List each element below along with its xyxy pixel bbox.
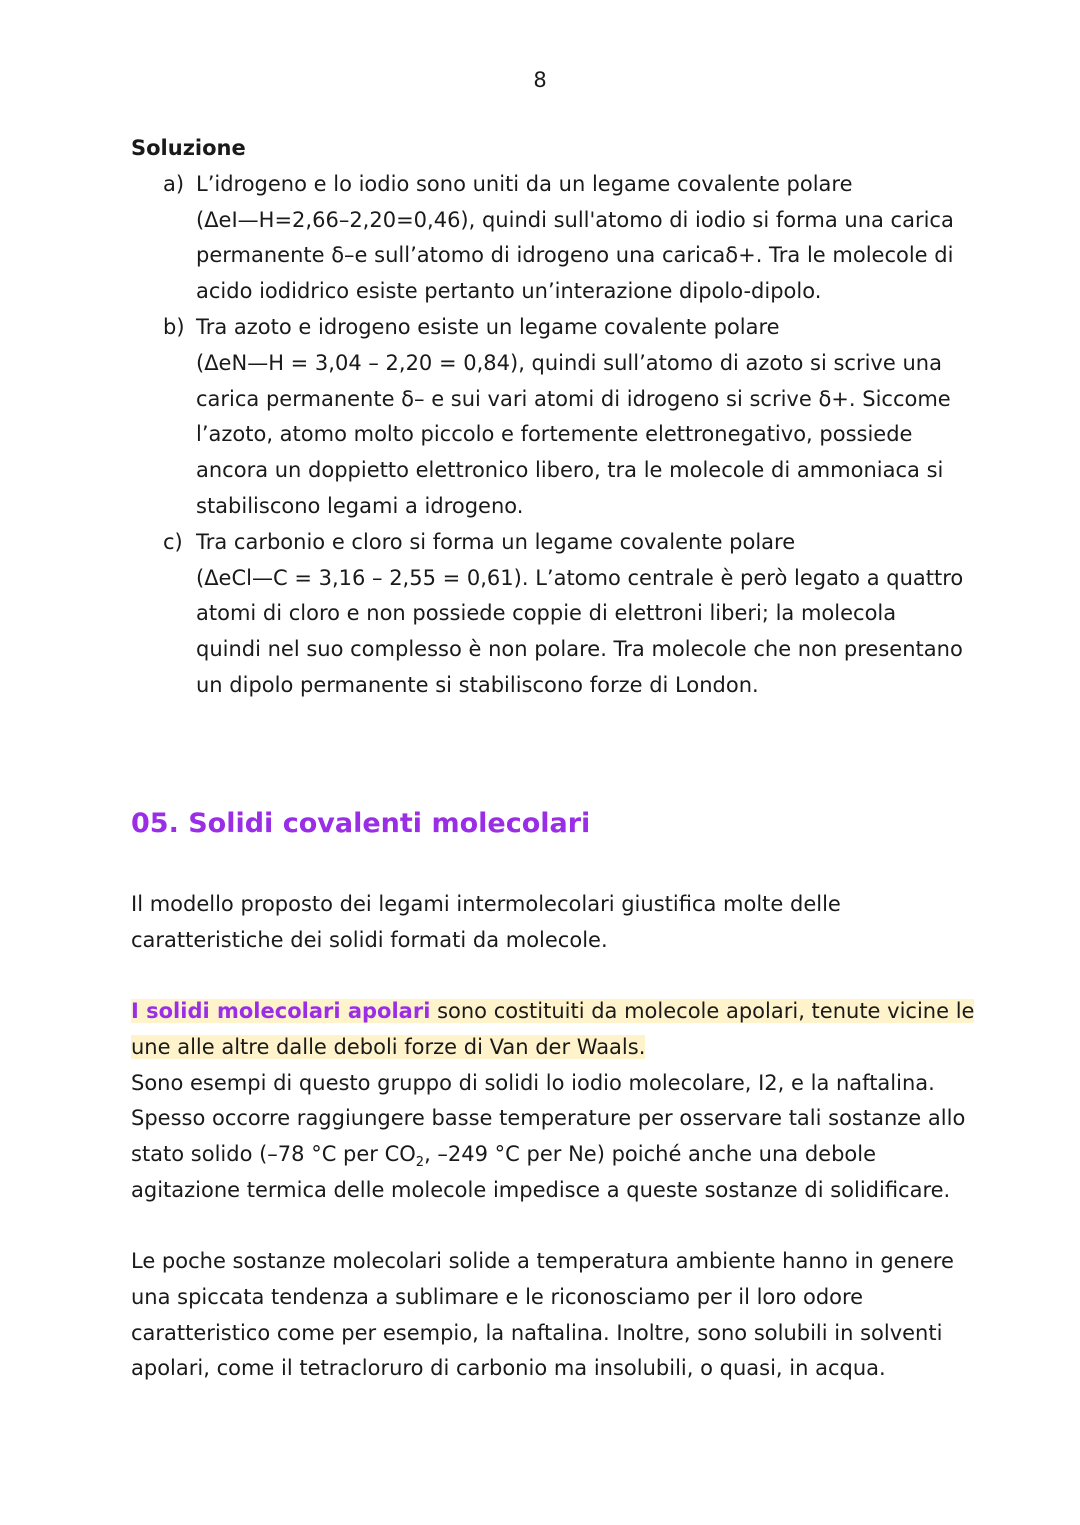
paragraph-apolar-solids [131,994,975,1209]
item-marker: b) [163,314,185,339]
text-line: caratteristico come per esempio, la naftalina. Inoltre, sono solubili in solventi [131,1320,943,1345]
text-line: atomi di cloro e non possiede coppie di elettroni liberi; la molecola [196,601,897,626]
text-line: ancora un doppietto elettronico libero, tra le molecole di ammoniaca si [196,458,944,483]
keyword-highlight: I solidi molecolari apolari [131,999,431,1023]
text-fragment: stato solido (–78 °C per CO [131,1142,416,1167]
page-number: 8 [533,68,547,92]
text-line: Il modello proposto dei legami intermolecolari giustifica molte delle [131,892,841,916]
highlight-text: une alle altre dalle deboli forze di Van der Waals. [131,1034,646,1059]
text-line: carica permanente δ– e sui vari atomi di idrogeno si scrive δ+. Siccome [196,386,951,411]
text-line: Le poche sostanze molecolari solide a temperatura ambiente hanno in genere [131,1249,954,1273]
text-line: (ΔeN—H = 3,04 – 2,20 = 0,84), quindi sull’atomo di azoto si scrive una [196,350,942,375]
text-line: una spiccata tendenza a sublimare e le riconosciamo per il loro odore [131,1284,864,1309]
solution-title: Soluzione [131,136,246,160]
text-line: (ΔeCl—C = 3,16 – 2,55 = 0,61). L’atomo centrale è però legato a quattro [196,565,964,590]
text-line: permanente δ–e sull’atomo di idrogeno una caricaδ+. Tra le molecole di [196,243,954,268]
solution-block [131,131,964,704]
text-line: Spesso occorre raggiungere basse temperature per osservare tali sostanze allo [131,1106,966,1131]
text-line: Tra carbonio e cloro si forma un legame covalente polare [196,529,796,554]
paragraph-intro [131,887,961,959]
text-line: stabiliscono legami a idrogeno. [196,493,524,518]
item-marker: c) [163,529,183,554]
highlighted-line [131,1030,961,1066]
text-line: quindi nel suo complesso è non polare. Tra molecole che non presentano [196,637,963,662]
text-line [131,1137,961,1173]
solution-item-a [131,167,961,310]
text-line: l’azoto, atomo molto piccolo e fortemente elettronegativo, possiede [196,422,913,447]
text-line: (ΔeI—H=2,66–2,20=0,46), quindi sull'atomo di iodio si forma una carica [196,207,954,232]
text-line: Sono esempi di questo gruppo di solidi lo iodio molecolare, I2, e la naftalina. [131,1070,935,1095]
subscript: 2 [415,1155,425,1171]
text-line: acido iodidrico esiste pertanto un’interazione dipolo-dipolo. [196,279,822,304]
paragraph-sublimation [131,1244,961,1387]
text-line: apolari, come il tetracloruro di carbonio ma insolubili, o quasi, in acqua. [131,1356,886,1381]
item-marker: a) [163,171,185,196]
section-title: 05. Solidi covalenti molecolari [131,808,591,839]
text-line: un dipolo permanente si stabiliscono forze di London. [196,672,759,697]
solution-item-b [131,310,961,525]
solution-item-c [131,525,964,704]
text-line: caratteristiche dei solidi formati da molecole. [131,927,608,952]
highlighted-line [131,994,975,1030]
solution-list [131,167,964,704]
text-line: agitazione termica delle molecole impedisce a queste sostanze di solidificare. [131,1177,951,1202]
text-line: Tra azoto e idrogeno esiste un legame covalente polare [196,314,780,339]
text-fragment: , –249 °C per Ne) poiché anche una debole [424,1142,877,1167]
highlight-text: sono costituiti da molecole apolari, tenute vicine le [430,999,975,1023]
text-line: L’idrogeno e lo iodio sono uniti da un legame covalente polare [196,171,853,196]
